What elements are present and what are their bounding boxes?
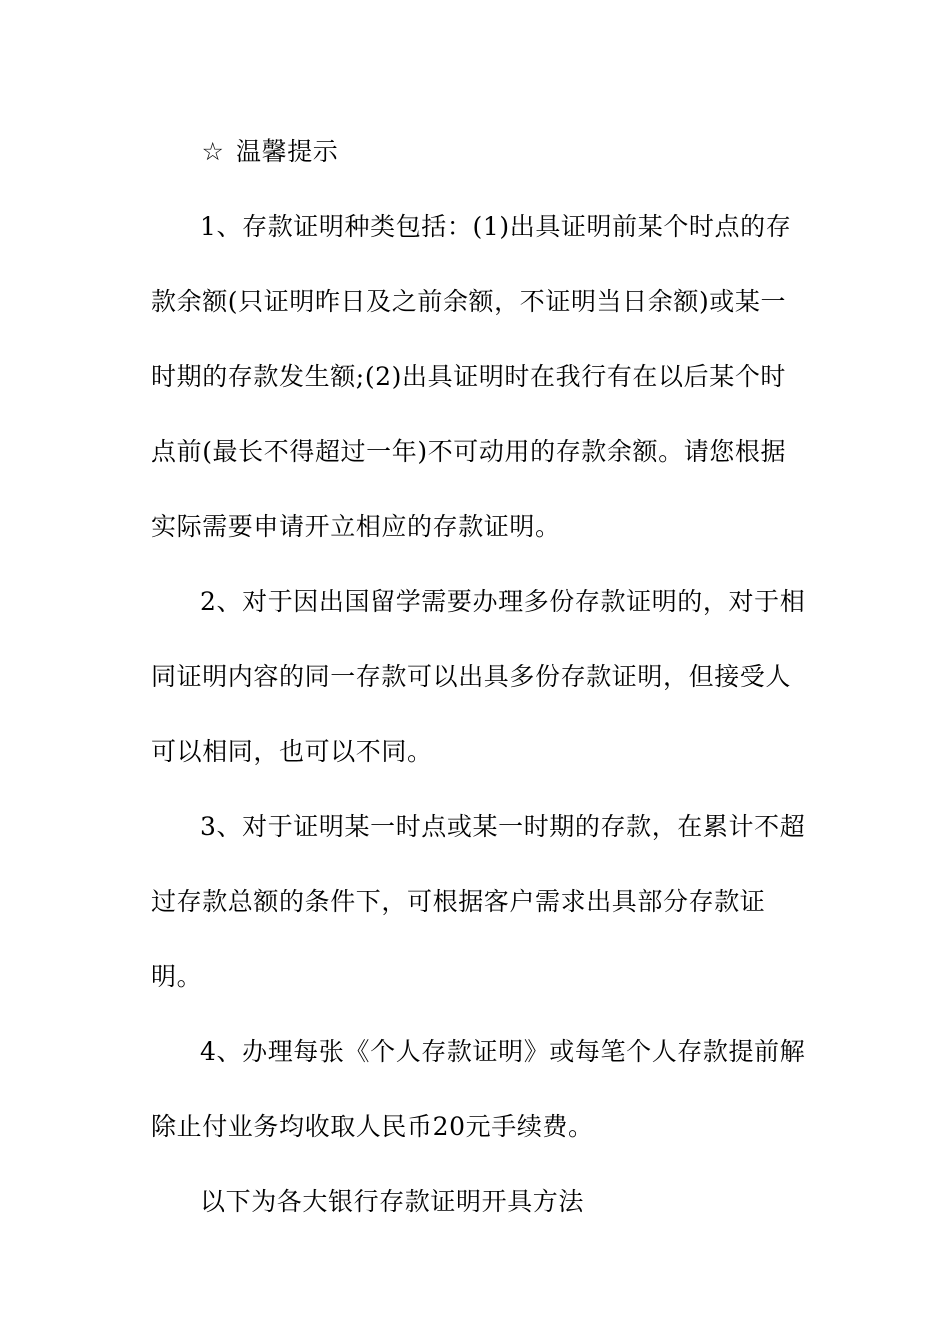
paragraph-line: 2、对于因出国留学需要办理多份存款证明的，对于相 bbox=[200, 587, 806, 616]
paragraph-line: 点前(最长不得超过一年)不可动用的存款余额。请您根据 bbox=[151, 437, 787, 466]
star-outline-icon: ☆ bbox=[201, 137, 225, 166]
paragraph-line: 实际需要申请开立相应的存款证明。 bbox=[151, 512, 561, 541]
paragraph-line: 除止付业务均收取人民币20元手续费。 bbox=[151, 1112, 594, 1141]
paragraph-line: 可以相同，也可以不同。 bbox=[151, 737, 433, 766]
paragraph-line: 时期的存款发生额;(2)出具证明时在我行有在以后某个时 bbox=[151, 362, 787, 391]
tips-heading bbox=[200, 137, 338, 167]
tips-heading-text: 温馨提示 bbox=[236, 137, 339, 166]
paragraph-line: 明。 bbox=[151, 962, 203, 991]
paragraph-line: 过存款总额的条件下，可根据客户需求出具部分存款证 bbox=[151, 887, 766, 916]
paragraph-line: 同证明内容的同一存款可以出具多份存款证明，但接受人 bbox=[151, 662, 792, 691]
paragraph-line: 3、对于证明某一时点或某一时期的存款，在累计不超 bbox=[200, 812, 806, 841]
paragraph-line: 款余额(只证明昨日及之前余额，不证明当日余额)或某一 bbox=[151, 287, 787, 316]
paragraph-line: 4、办理每张《个人存款证明》或每笔个人存款提前解 bbox=[200, 1037, 806, 1066]
closing-line: 以下为各大银行存款证明开具方法 bbox=[200, 1187, 585, 1216]
paragraph-line: 1、存款证明种类包括：(1)出具证明前某个时点的存 bbox=[200, 212, 792, 241]
